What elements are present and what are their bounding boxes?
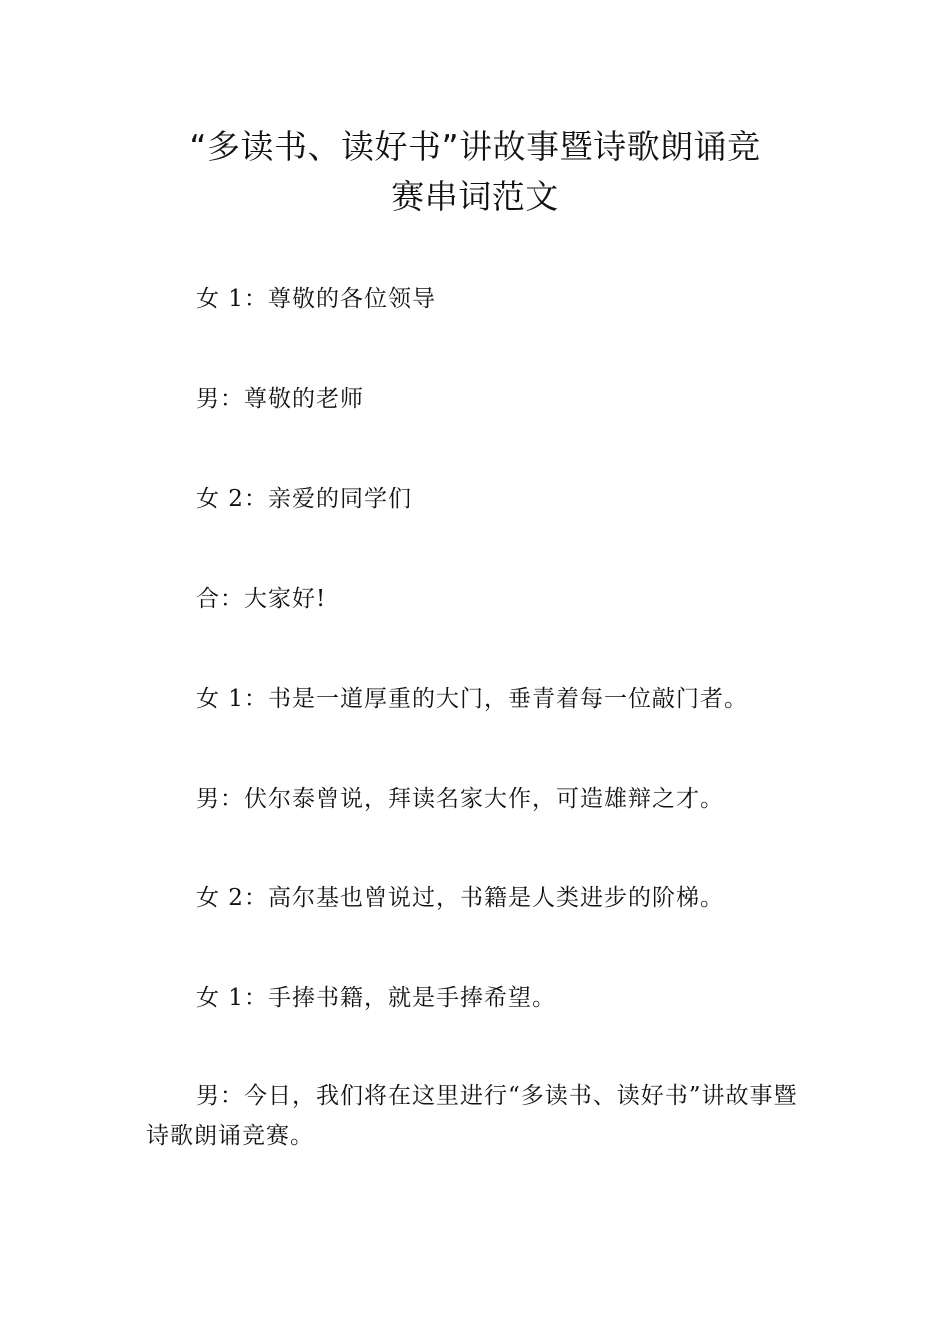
script-paragraph: 女 1：书是一道厚重的大门，垂青着每一位敲门者。 xyxy=(196,686,748,712)
script-paragraph: 男：今日，我们将在这里进行“多读书、读好书”讲故事暨诗歌朗诵竞赛。 xyxy=(146,1083,798,1149)
script-paragraph: 女 2：亲爱的同学们 xyxy=(196,486,412,512)
title-line-2: 赛串词范文 xyxy=(391,177,559,216)
script-paragraph: 男：尊敬的老师 xyxy=(196,386,364,412)
script-paragraph: 合：大家好! xyxy=(196,586,327,612)
document-title xyxy=(120,122,830,222)
title-line-1: “多读书、读好书”讲故事暨诗歌朗诵竞 xyxy=(189,127,761,166)
script-paragraph: 女 2：高尔基也曾说过，书籍是人类进步的阶梯。 xyxy=(196,885,724,911)
script-paragraph: 女 1：手捧书籍，就是手捧希望。 xyxy=(196,985,556,1011)
script-paragraph: 女 1：尊敬的各位领导 xyxy=(196,286,436,312)
script-paragraph: 男：伏尔泰曾说，拜读名家大作，可造雄辩之才。 xyxy=(196,786,724,812)
